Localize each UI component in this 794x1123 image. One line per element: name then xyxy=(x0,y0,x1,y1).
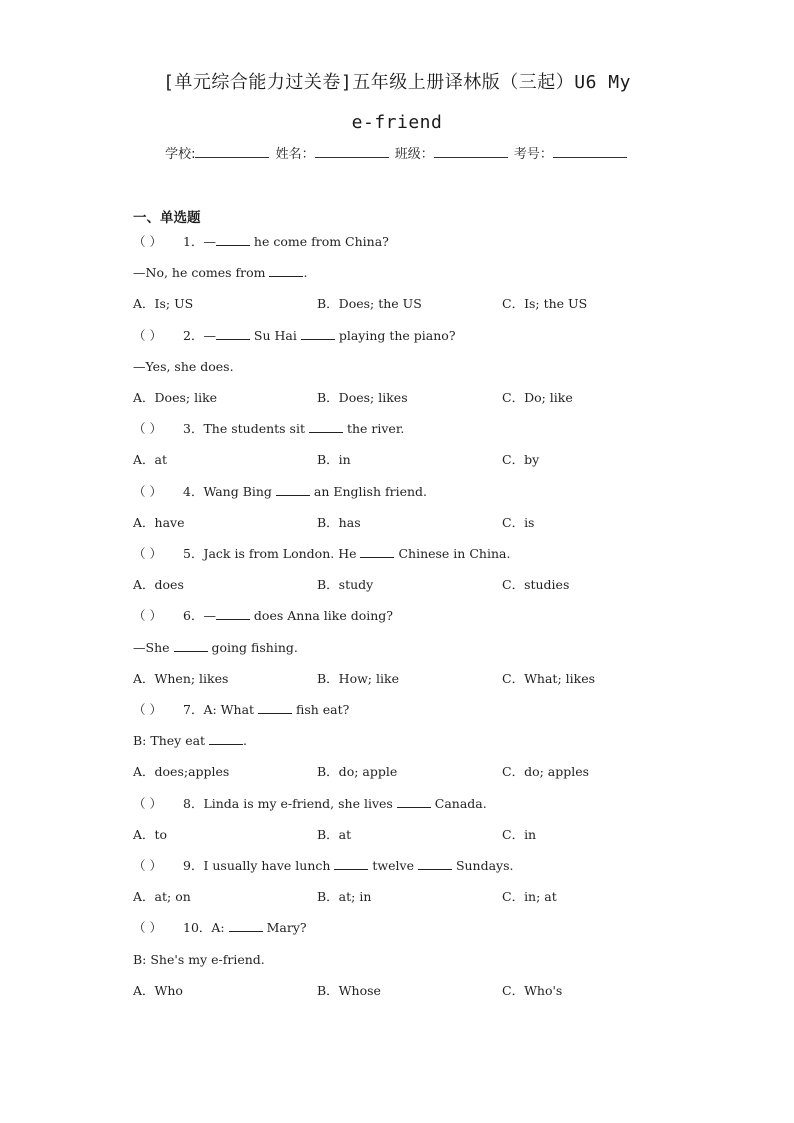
option-c[interactable]: C．Is; the US xyxy=(502,296,588,311)
class-blank[interactable] xyxy=(434,145,508,158)
question-continuation xyxy=(133,950,265,970)
answer-blank[interactable] xyxy=(397,794,431,808)
answer-bracket[interactable]: （ ） xyxy=(133,234,162,249)
option-a[interactable]: A．to xyxy=(133,827,168,842)
question-text: 1．— xyxy=(183,234,216,249)
answer-bracket[interactable]: （ ） xyxy=(133,702,162,717)
answer-bracket[interactable]: （ ） xyxy=(133,546,162,561)
question-text: B: She's my e-friend. xyxy=(133,952,265,967)
answer-blank[interactable] xyxy=(360,544,394,558)
question-stem xyxy=(133,232,389,252)
school-label: 学校: xyxy=(165,147,196,162)
option-b[interactable]: B．Does; the US xyxy=(317,296,422,311)
answer-bracket[interactable]: （ ） xyxy=(133,484,162,499)
question-text: —No, he comes from xyxy=(133,265,270,280)
section-heading: 一、单选题 xyxy=(133,210,201,226)
option-b[interactable]: B．How; like xyxy=(317,671,399,686)
question-continuation xyxy=(133,357,234,377)
title-line-1: [单元综合能力过关卷]五年级上册译林版（三起）U6 My xyxy=(163,72,631,93)
option-b[interactable]: B．study xyxy=(317,577,374,592)
option-c[interactable]: C．by xyxy=(502,452,540,467)
school-blank[interactable] xyxy=(195,145,269,158)
student-info-line xyxy=(0,143,794,162)
question-continuation xyxy=(133,263,307,283)
question-text: 3．The students sit xyxy=(183,421,309,436)
question-text: Canada. xyxy=(430,796,487,811)
question-text: 7．A: What xyxy=(183,702,259,717)
option-b[interactable]: B．do; apple xyxy=(317,764,398,779)
question-text: 5．Jack is from London. He xyxy=(183,546,361,561)
option-c[interactable]: C．in; at xyxy=(502,889,557,904)
option-b[interactable]: B．Does; likes xyxy=(317,390,408,405)
option-b[interactable]: B．Whose xyxy=(317,983,381,998)
question-text: 4．Wang Bing xyxy=(183,484,276,499)
answer-blank[interactable] xyxy=(216,232,250,246)
answer-bracket[interactable]: （ ） xyxy=(133,421,162,436)
answer-blank[interactable] xyxy=(418,856,452,870)
option-a[interactable]: A．at; on xyxy=(133,889,191,904)
option-c[interactable]: C．What; likes xyxy=(502,671,596,686)
option-b[interactable]: B．at; in xyxy=(317,889,372,904)
question-text: 2．— xyxy=(183,328,216,343)
option-a[interactable]: A．does xyxy=(133,577,184,592)
question-stem xyxy=(133,794,487,814)
question-continuation xyxy=(133,638,298,658)
title-line-2: e-friend xyxy=(351,112,443,133)
question-text: Su Hai xyxy=(249,328,301,343)
option-c[interactable]: C．Who's xyxy=(502,983,563,998)
option-a[interactable]: A．at xyxy=(133,452,168,467)
question-text: twelve xyxy=(368,858,418,873)
answer-bracket[interactable]: （ ） xyxy=(133,858,162,873)
question-text: the river. xyxy=(342,421,405,436)
answer-bracket[interactable]: （ ） xyxy=(133,328,162,343)
question-text: . xyxy=(303,265,308,280)
class-label: 班级： xyxy=(394,147,434,162)
option-c[interactable]: C．is xyxy=(502,515,535,530)
option-a[interactable]: A．Who xyxy=(133,983,183,998)
question-text: an English friend. xyxy=(309,484,427,499)
option-c[interactable]: C．in xyxy=(502,827,537,842)
option-b[interactable]: B．in xyxy=(317,452,351,467)
answer-bracket[interactable]: （ ） xyxy=(133,920,162,935)
question-continuation xyxy=(133,731,247,751)
option-c[interactable]: C．Do; like xyxy=(502,390,573,405)
question-text: 8．Linda is my e-friend, she lives xyxy=(183,796,397,811)
name-blank[interactable] xyxy=(315,145,389,158)
question-text: Mary? xyxy=(262,920,307,935)
question-stem xyxy=(133,700,349,720)
question-stem xyxy=(133,856,514,876)
option-a[interactable]: A．have xyxy=(133,515,185,530)
exam-no-blank[interactable] xyxy=(553,145,627,158)
option-a[interactable]: A．Does; like xyxy=(133,390,218,405)
answer-bracket[interactable]: （ ） xyxy=(133,796,162,811)
question-stem xyxy=(133,482,427,502)
question-text: —Yes, she does. xyxy=(133,359,234,374)
question-stem xyxy=(133,326,456,346)
option-a[interactable]: A．When; likes xyxy=(133,671,229,686)
question-text: playing the piano? xyxy=(334,328,456,343)
answer-blank[interactable] xyxy=(269,263,303,277)
question-stem xyxy=(133,544,510,564)
answer-blank[interactable] xyxy=(309,419,343,433)
answer-blank[interactable] xyxy=(209,731,243,745)
question-text: 6．— xyxy=(183,608,216,623)
question-stem xyxy=(133,419,404,439)
question-text: does Anna like doing? xyxy=(249,608,394,623)
answer-bracket[interactable]: （ ） xyxy=(133,608,162,623)
question-text: Chinese in China. xyxy=(394,546,511,561)
question-text: Sundays. xyxy=(451,858,514,873)
option-c[interactable]: C．do; apples xyxy=(502,764,590,779)
question-text: . xyxy=(243,733,248,748)
question-stem xyxy=(133,606,393,626)
option-c[interactable]: C．studies xyxy=(502,577,570,592)
answer-blank[interactable] xyxy=(258,700,292,714)
answer-blank[interactable] xyxy=(174,638,208,652)
answer-blank[interactable] xyxy=(276,482,310,496)
name-label: 姓名： xyxy=(275,147,315,162)
exam-no-label: 考号： xyxy=(513,147,553,162)
answer-blank[interactable] xyxy=(334,856,368,870)
option-b[interactable]: B．has xyxy=(317,515,361,530)
question-text: B: They eat xyxy=(133,733,210,748)
question-text: going fishing. xyxy=(207,640,298,655)
question-text: fish eat? xyxy=(292,702,350,717)
answer-blank[interactable] xyxy=(216,326,250,340)
answer-blank[interactable] xyxy=(229,918,263,932)
question-stem xyxy=(133,918,307,938)
option-a[interactable]: A．Is; US xyxy=(133,296,194,311)
question-text: —She xyxy=(133,640,174,655)
question-text: 10．A: xyxy=(183,920,229,935)
option-b[interactable]: B．at xyxy=(317,827,352,842)
answer-blank[interactable] xyxy=(216,606,250,620)
question-text: he come from China? xyxy=(249,234,389,249)
question-text: 9．I usually have lunch xyxy=(183,858,335,873)
option-a[interactable]: A．does;apples xyxy=(133,764,230,779)
answer-blank[interactable] xyxy=(301,326,335,340)
